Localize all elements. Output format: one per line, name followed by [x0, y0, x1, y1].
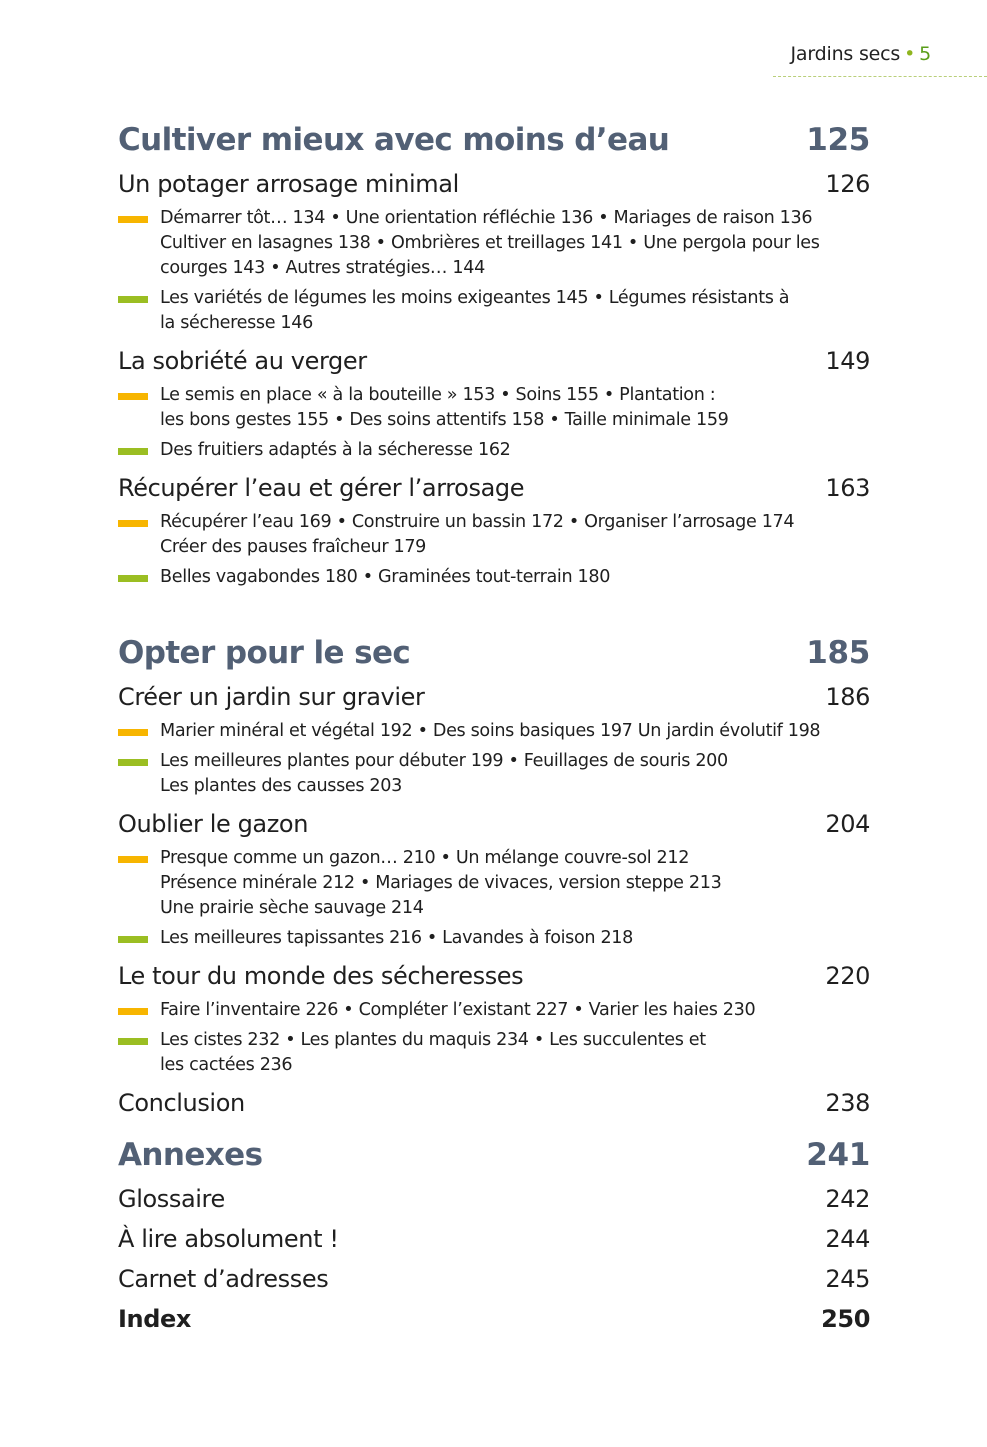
section-line: Les meilleures tapissantes 216 • Lavandes à foison 218 [160, 928, 633, 948]
chapter-label: Index [118, 1305, 191, 1333]
chapter-label: À lire absolument ! [118, 1225, 339, 1253]
section-line: les bons gestes 155 • Des soins attentifs 158 • Taille minimale 159 [160, 410, 729, 430]
orange-marker [118, 1008, 148, 1015]
plant-list [118, 438, 870, 463]
plant-list [118, 926, 870, 951]
green-marker [118, 296, 148, 303]
part-page: 185 [806, 635, 870, 671]
chapter-entry[interactable] [118, 347, 870, 383]
green-marker [118, 575, 148, 582]
part-label: Cultiver mieux avec moins d’eau [118, 122, 670, 158]
section-line: Une prairie sèche sauvage 214 [160, 898, 424, 918]
section-line: Récupérer l’eau 169 • Construire un bassin 172 • Organiser l’arrosage 174 [160, 512, 795, 532]
section-line: Presque comme un gazon… 210 • Un mélange couvre-sol 212 [160, 848, 690, 868]
running-header [791, 43, 931, 65]
section-line: la sécheresse 146 [160, 313, 313, 333]
section-line: Les cistes 232 • Les plantes du maquis 234 • Les succulentes et [160, 1030, 706, 1050]
section-list [118, 206, 870, 281]
section-list [118, 846, 870, 921]
section-line: Marier minéral et végétal 192 • Des soins basiques 197 Un jardin évolutif 198 [160, 721, 821, 741]
section-line: Créer des pauses fraîcheur 179 [160, 537, 427, 557]
section-line: Les meilleures plantes pour débuter 199 • Feuillages de souris 200 [160, 751, 728, 771]
header-rule [773, 76, 987, 77]
section-line: Faire l’inventaire 226 • Compléter l’existant 227 • Varier les haies 230 [160, 1000, 756, 1020]
chapter-entry[interactable] [118, 1185, 870, 1225]
chapter-page: 126 [825, 170, 870, 198]
orange-marker [118, 520, 148, 527]
chapter-page: 250 [821, 1305, 870, 1333]
chapter-entry[interactable] [118, 170, 870, 206]
section-line: courges 143 • Autres stratégies… 144 [160, 258, 485, 278]
chapter-page: 242 [825, 1185, 870, 1213]
section-line: Belles vagabondes 180 • Graminées tout-terrain 180 [160, 567, 611, 587]
section-line: Cultiver en lasagnes 138 • Ombrières et treillages 141 • Une pergola pour les [160, 233, 820, 253]
chapter-page: 220 [825, 962, 870, 990]
chapter-label: La sobriété au verger [118, 347, 367, 375]
chapter-entry[interactable] [118, 474, 870, 510]
chapter-page: 244 [825, 1225, 870, 1253]
green-marker [118, 759, 148, 766]
chapter-entry[interactable] [118, 683, 870, 719]
chapter-label: Carnet d’adresses [118, 1265, 329, 1293]
chapter-label: Créer un jardin sur gravier [118, 683, 425, 711]
chapter-page: 245 [825, 1265, 870, 1293]
plant-list [118, 565, 870, 590]
chapter-page: 149 [825, 347, 870, 375]
chapter-label: Oublier le gazon [118, 810, 309, 838]
book-title: Jardins secs [790, 43, 901, 65]
part-title[interactable] [118, 1137, 870, 1185]
section-line: Des fruitiers adaptés à la sécheresse 162 [160, 440, 511, 460]
chapter-page: 163 [825, 474, 870, 502]
part-label: Opter pour le sec [118, 635, 411, 671]
section-line: Les plantes des causses 203 [160, 776, 402, 796]
chapter-page: 238 [825, 1089, 870, 1117]
section-list [118, 510, 870, 560]
orange-marker [118, 393, 148, 400]
section-list [118, 383, 870, 433]
part-page: 125 [806, 122, 870, 158]
plant-list [118, 286, 870, 336]
chapter-label: Un potager arrosage minimal [118, 170, 459, 198]
chapter-entry[interactable] [118, 810, 870, 846]
green-marker [118, 1038, 148, 1045]
chapter-label: Conclusion [118, 1089, 245, 1117]
chapter-page: 186 [825, 683, 870, 711]
plant-list [118, 1028, 870, 1078]
chapter-label: Glossaire [118, 1185, 225, 1213]
orange-marker [118, 729, 148, 736]
table-of-contents [118, 122, 870, 1341]
section-list [118, 998, 870, 1023]
chapter-entry[interactable] [118, 962, 870, 998]
part-title[interactable] [118, 635, 870, 683]
header-separator: • [904, 43, 916, 65]
chapter-page: 204 [825, 810, 870, 838]
section-list [118, 719, 870, 744]
chapter-label: Récupérer l’eau et gérer l’arrosage [118, 474, 525, 502]
section-line: Démarrer tôt… 134 • Une orientation réfléchie 136 • Mariages de raison 136 [160, 208, 813, 228]
section-line: Le semis en place « à la bouteille » 153 • Soins 155 • Plantation : [160, 385, 716, 405]
plant-list [118, 749, 870, 799]
section-line: les cactées 236 [160, 1055, 293, 1075]
section-line: Les variétés de légumes les moins exigeantes 145 • Légumes résistants à [160, 288, 790, 308]
part-page: 241 [806, 1137, 870, 1173]
green-marker [118, 936, 148, 943]
orange-marker [118, 216, 148, 223]
part-title[interactable] [118, 122, 870, 170]
page-number: 5 [919, 43, 931, 65]
orange-marker [118, 856, 148, 863]
chapter-label: Le tour du monde des sécheresses [118, 962, 524, 990]
chapter-entry[interactable] [118, 1225, 870, 1265]
section-line: Présence minérale 212 • Mariages de vivaces, version steppe 213 [160, 873, 722, 893]
green-marker [118, 448, 148, 455]
chapter-entry[interactable] [118, 1265, 870, 1305]
part-label: Annexes [118, 1137, 263, 1173]
chapter-entry[interactable] [118, 1305, 870, 1341]
chapter-entry[interactable] [118, 1089, 870, 1125]
